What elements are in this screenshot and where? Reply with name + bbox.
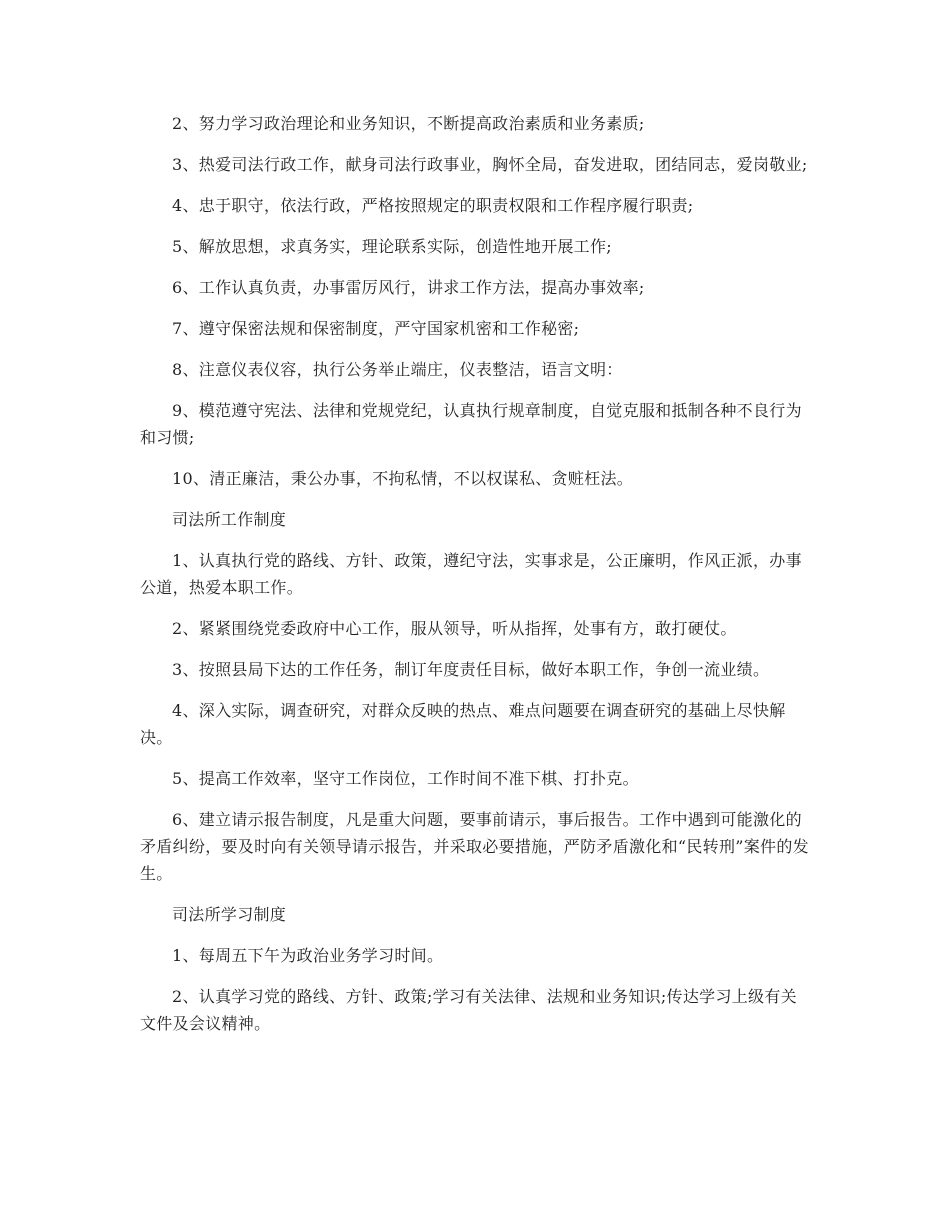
- section-title-work-rules: 司法所工作制度: [172, 510, 287, 529]
- work-rule-item: 6、建立请示报告制度，凡是重大问题，要事前请示，事后报告。工作中遇到可能激化的矛盾纠纷，要及时向有关领导请示报告，并采取必要措施，严防矛盾激化和“民转刑”案件的发生。: [140, 810, 809, 883]
- rule-item: 2、努力学习政治理论和业务知识，不断提高政治素质和业务素质;: [172, 114, 645, 133]
- document-page: [140, 110, 810, 1051]
- work-rule-item: 1、认真执行党的路线、方针、政策，遵纪守法，实事求是，公正廉明，作风正派，办事公道，热爱本职工作。: [140, 551, 802, 597]
- study-rule-item: 1、每周五下午为政治业务学习时间。: [172, 946, 444, 965]
- work-rule-item: 4、深入实际，调查研究，对群众反映的热点、难点问题要在调查研究的基础上尽快解决。: [140, 701, 786, 747]
- rule-item: 6、工作认真负责，办事雷厉风行，讲求工作方法，提高办事效率;: [172, 278, 645, 297]
- rule-item: 8、注意仪表仪容，执行公务举止端庄，仪表整洁，语言文明：: [172, 360, 623, 379]
- section-title-study-rules: 司法所学习制度: [172, 905, 287, 924]
- rule-item: 3、热爱司法行政工作，献身司法行政事业，胸怀全局，奋发进取，团结同志，爱岗敬业;: [172, 155, 808, 174]
- work-rule-item: 5、提高工作效率，坚守工作岗位，工作时间不准下棋、打扑克。: [172, 769, 639, 788]
- work-rule-item: 3、按照县局下达的工作任务，制订年度责任目标，做好本职工作，争创一流业绩。: [172, 660, 770, 679]
- rule-item: 7、遵守保密法规和保密制度，严守国家机密和工作秘密;: [172, 319, 580, 338]
- rule-item: 9、模范遵守宪法、法律和党规党纪，认真执行规章制度，自觉克服和抵制各种不良行为和习惯;: [140, 401, 802, 447]
- study-rule-item: 2、认真学习党的路线、方针、政策;学习有关法律、法规和业务知识;传达学习上级有关文件及会议精神。: [140, 987, 797, 1033]
- rule-item: 5、解放思想，求真务实，理论联系实际，创造性地开展工作;: [172, 237, 612, 256]
- work-rule-item: 2、紧紧围绕党委政府中心工作，服从领导，听从指挥，处事有方，敢打硬仗。: [172, 619, 737, 638]
- rule-item: 10、清正廉洁，秉公办事，不拘私情，不以权谋私、贪赃枉法。: [172, 469, 634, 488]
- rule-item: 4、忠于职守，依法行政，严格按照规定的职责权限和工作程序履行职责;: [172, 196, 694, 215]
